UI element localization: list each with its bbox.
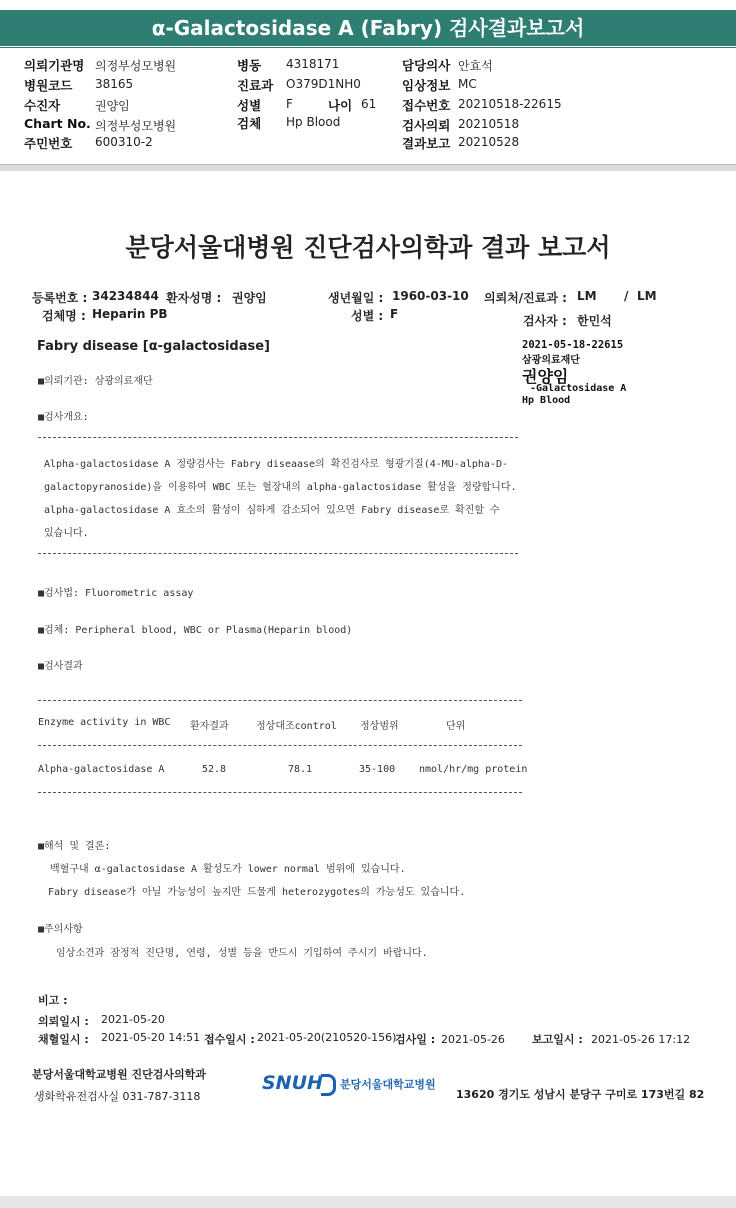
note-label: 비고 :: [38, 994, 68, 1007]
label-resident-no: 주민번호: [24, 136, 73, 151]
label-chart-no: Chart No.: [24, 116, 91, 131]
value-specimen-name: Heparin PB: [92, 307, 168, 321]
sample-line: ■검체: Peripheral blood, WBC or Plasma(Heparin blood): [38, 625, 353, 636]
overview-line-2: galactopyranoside)을 이용하여 WBC 또는 혈장내의 alpha-galactosidase 활성을 정량합니다.: [44, 482, 517, 493]
value-clinical-info: MC: [458, 77, 477, 91]
label-department: 진료과: [237, 78, 274, 93]
label-dob: 생년월일 :: [328, 291, 384, 305]
method-line: ■검사법: Fluorometric assay: [38, 588, 194, 599]
label-specimen-name: 검체명 :: [42, 309, 86, 323]
test-name: Fabry disease [α-galactosidase]: [37, 339, 270, 354]
value-chart-no: 의정부성모병원: [95, 119, 177, 133]
exam-label: 검사일 :: [395, 1033, 436, 1046]
label-clinical-info: 임상정보: [402, 78, 451, 93]
footer-lab: 생화학유전검사실 031-787-3118: [34, 1090, 201, 1103]
value-specimen: Hp Blood: [286, 115, 341, 129]
caution-title: ■주의사항: [38, 924, 83, 935]
label-doctor: 담당의사: [402, 58, 451, 73]
value-result-report: 20210528: [458, 135, 520, 149]
table-cell-enzyme: Alpha-galactosidase A: [38, 764, 165, 775]
table-header-patient: 환자결과: [190, 721, 229, 732]
requester-line: ■의뢰기관: 삼광의료재단: [38, 376, 153, 387]
report-date-label: 보고일시 :: [532, 1033, 583, 1046]
stamp-patient: 권양임: [522, 367, 569, 386]
value-age: 61: [361, 97, 377, 111]
table-cell-control: 78.1: [288, 764, 313, 775]
page-title: α-Galactosidase A (Fabry) 검사결과보고서: [151, 16, 585, 40]
label-examiner: 검사자 :: [523, 314, 567, 328]
exam-value: 2021-05-26: [441, 1033, 505, 1046]
overview-line-1: Alpha-galactosidase A 정량검사는 Fabry diseaase의 확진검사로 형광기질(4-MU-alpha-D-: [44, 459, 508, 470]
table-header-range: 정상범위: [360, 721, 399, 732]
value-sex: F: [286, 97, 293, 111]
label-hospital-code: 병원코드: [24, 78, 73, 93]
interp-line-2: Fabry disease가 아닐 가능성이 높지만 드물게 heterozygotes의 가능성도 있습니다.: [48, 887, 466, 898]
header-divider: [0, 47, 736, 48]
overview-line-4: 있습니다.: [44, 528, 89, 539]
label-ward: 병동: [237, 58, 262, 73]
interp-title: ■해석 및 결론:: [38, 841, 111, 852]
label-dept: 의뢰처/진료과 :: [484, 291, 567, 305]
value-dob: 1960-03-10: [392, 289, 469, 303]
value-examiner: 한민석: [577, 314, 612, 328]
table-header-control: 정상대조control: [256, 721, 337, 732]
value-reg-no: 34234844: [92, 289, 159, 303]
report-date-value: 2021-05-26 17:12: [591, 1033, 691, 1046]
label-receipt-no: 접수번호: [402, 98, 451, 113]
table-header-unit: 단위: [446, 721, 466, 732]
label-age: 나이: [328, 98, 353, 113]
collect-label: 채혈일시 :: [38, 1033, 89, 1046]
value-doctor: 안효석: [458, 59, 493, 73]
interp-line-1: 백혈구내 α-galactosidase A 활성도가 lower normal 범위에 있습니다.: [50, 864, 406, 875]
label-sex-2: 성별 :: [351, 309, 384, 323]
snuh-logo-name: 분당서울대학교병원: [340, 1078, 436, 1091]
label-result-report: 결과보고: [402, 136, 451, 151]
value-department: O379D1NH0: [286, 77, 361, 91]
label-specimen: 검체: [237, 116, 262, 131]
dashed-divider: [38, 437, 518, 438]
dept-separator: /: [624, 289, 629, 303]
receipt-label: 접수일시 :: [204, 1033, 255, 1046]
value-dept-1: LM: [577, 289, 597, 303]
label-patient-name: 환자성명 :: [166, 291, 222, 305]
label-patient: 수진자: [24, 98, 61, 113]
collect-value: 2021-05-20 14:51: [101, 1031, 201, 1044]
value-receipt-no: 20210518-22615: [458, 97, 562, 111]
value-resident-no: 600310-2: [95, 135, 153, 149]
label-request-date: 검사의뢰: [402, 118, 451, 133]
value-patient-name: 권양임: [232, 291, 267, 305]
footer-dept: 분당서울대학교병원 진단검사의학과: [32, 1068, 206, 1081]
stamp-receipt: 2021-05-18-22615: [522, 339, 624, 351]
table-header-divider: [38, 745, 522, 746]
value-requester: 의정부성모병원: [95, 59, 177, 73]
caution-text: 임상소견과 잠정적 진단명, 연령, 성별 등을 반드시 기입하여 주시기 바랍니다.: [56, 948, 428, 959]
table-cell-patient: 52.8: [202, 764, 227, 775]
section-band: [0, 165, 736, 171]
value-request-date: 20210518: [458, 117, 520, 131]
value-sex-2: F: [390, 307, 399, 321]
overview-title: ■검사개요:: [38, 412, 89, 423]
value-ward: 4318171: [286, 57, 340, 71]
value-hospital-code: 38165: [95, 77, 134, 91]
label-reg-no: 등록번호 :: [32, 291, 88, 305]
value-patient: 권양임: [95, 99, 130, 113]
stamp-specimen: Hp Blood: [522, 395, 571, 406]
report-title: 분당서울대병원 진단검사의학과 결과 보고서: [125, 233, 611, 262]
stamp-org: 삼광의료재단: [522, 355, 580, 366]
snuh-logo-icon: [321, 1074, 336, 1096]
table-header-enzyme: Enzyme activity in WBC: [38, 717, 171, 728]
label-requester: 의뢰기관명: [24, 58, 85, 73]
receipt-value: 2021-05-20(210520-156): [257, 1031, 397, 1044]
table-top-divider: [38, 700, 522, 701]
footer-address: 13620 경기도 성남시 분당구 구미로 173번길 82: [456, 1088, 705, 1101]
request-date-label: 의뢰일시 :: [38, 1015, 89, 1028]
table-cell-unit: nmol/hr/mg protein: [419, 764, 528, 775]
overview-line-3: alpha-galactosidase A 효소의 활성이 심하게 감소되어 있으면 Fabry disease로 확진할 수: [44, 505, 500, 516]
dashed-divider: [38, 553, 518, 554]
snuh-logo: SNUH: [262, 1072, 323, 1094]
bottom-band: [0, 1196, 736, 1208]
table-cell-range: 35-100: [359, 764, 396, 775]
request-date-value: 2021-05-20: [101, 1013, 165, 1026]
table-bottom-divider: [38, 792, 522, 793]
result-title: ■검사결과: [38, 661, 83, 672]
value-dept-2: LM: [637, 289, 657, 303]
stamp-test: -Galactosidase A: [530, 383, 627, 394]
label-sex: 성별: [237, 98, 262, 113]
